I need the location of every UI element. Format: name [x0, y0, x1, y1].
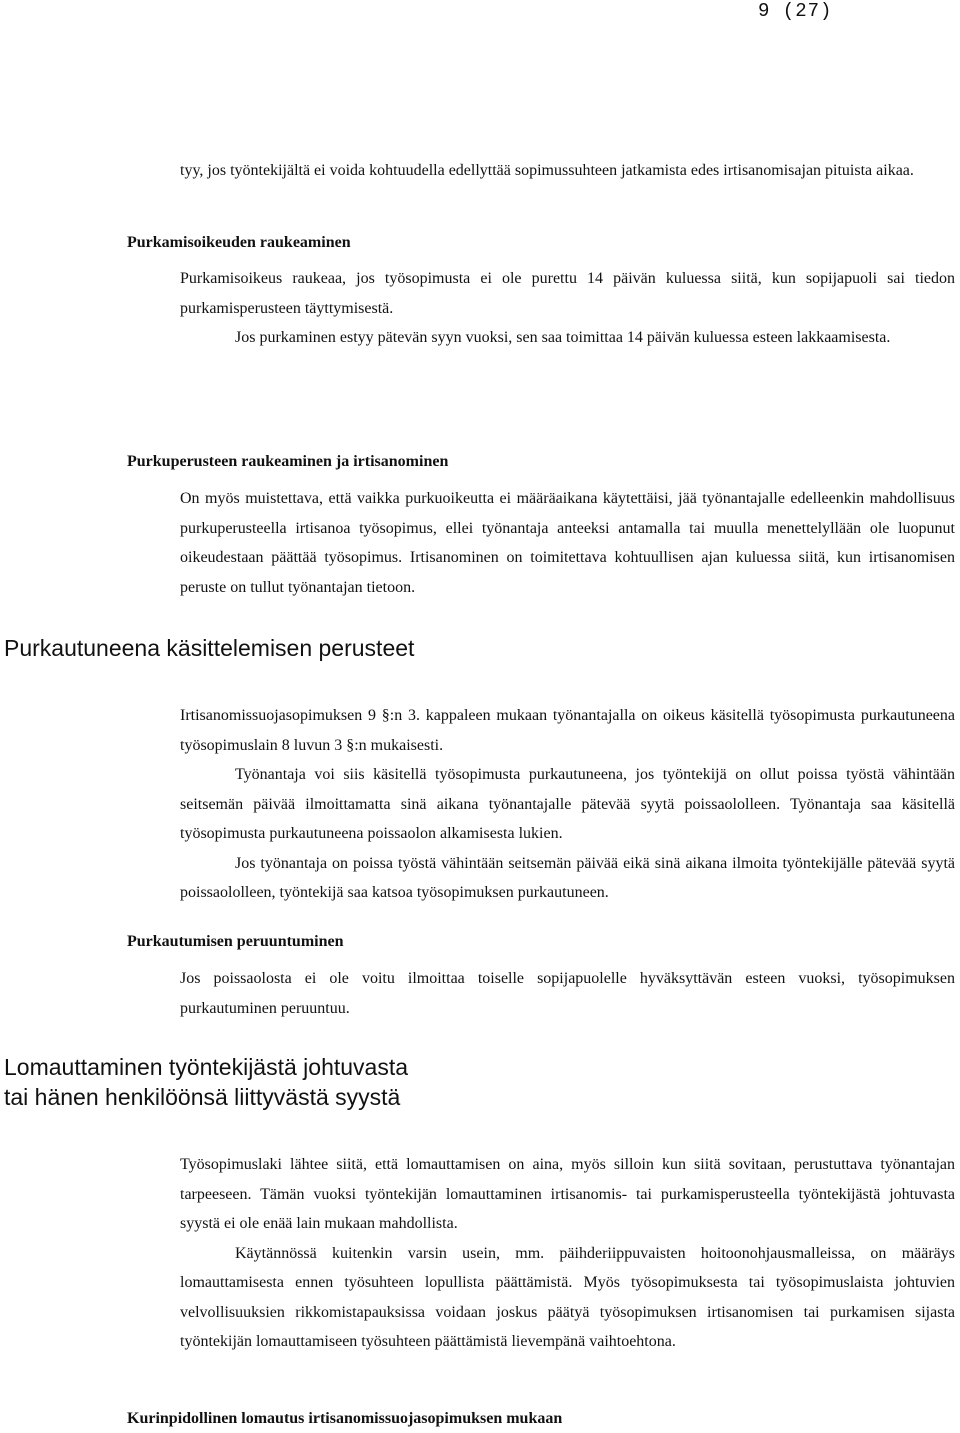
heading-lomauttaminen-line2: tai hänen henkilöönsä liittyvästä syystä — [4, 1084, 401, 1110]
section-purkautuneena-body: Irtisanomissuojasopimuksen 9 §:n 3. kappaleen mukaan työnantajalla on oikeus käsitellä työsopimusta purkautuneena työsopimuslain 8 luvun 3 §:n mukaisesti. Työnantaja voi siis käsitellä työsopimusta purkautuneena, jos työntekijä on ollut poissa työstä vähintään seitsemän päivää ilmoittamatta sinä aikana työnantajalle pätevää syytä poissaololleen. Työnantaja saa käsitellä työsopimusta purkautuneena poissaolon alkamisesta lukien. Jos työnantaja on poissa työstä vähintään seitsemän päivää eikä sinä aikana ilmoita työntekijälle pätevää syytä poissaololleen, työntekijä saa katsoa työsopimuksen purkautuneen. — [180, 707, 955, 901]
page-number: 9 (27) — [758, 0, 833, 22]
heading-purkuperusteen-raukeaminen: Purkuperusteen raukeaminen ja irtisanominen — [127, 453, 449, 470]
section-purkuperuste-body: On myös muistettava, että vaikka purkuoikeutta ei määräaikana käytettäisi, jää työnantajalle edelleenkin mahdollisuus purkuperusteella irtisanoa työsopimus, ellei työnantaja anteeksi antamalla tai muulla menettelyllään ole luopunut oikeudestaan päättää työsopimus. Irtisanominen on toimitettava kohtuullisen ajan kuluessa siitä, kun irtisanomisen peruste on tullut työnantajan tietoon. — [180, 490, 955, 596]
heading-purkautuneena-kasittelemisen-perusteet: Purkautuneena käsittelemisen perusteet — [4, 635, 415, 661]
section-peruuntuminen-body: Jos poissaolosta ei ole voitu ilmoittaa toiselle sopijapuolelle hyväksyttävän esteen vuoksi, työsopimuksen purkautuminen peruuntuu. — [180, 970, 955, 1017]
heading-purkautumisen-peruuntuminen: Purkautumisen peruuntuminen — [127, 933, 344, 950]
heading-lomauttaminen — [4, 1052, 408, 1112]
heading-lomauttaminen-line1: Lomauttaminen työntekijästä johtuvasta — [4, 1054, 409, 1080]
heading-kurinpidollinen-lomautus: Kurinpidollinen lomautus irtisanomissuojasopimuksen mukaan — [127, 1410, 563, 1427]
section-purkamisoikeus-body: Purkamisoikeus raukeaa, jos työsopimusta ei ole purettu 14 päivän kuluessa siitä, kun sopijapuoli sai tiedon purkamisperusteen täyttymisestä. Jos purkaminen estyy pätevän syyn vuoksi, sen saa toimittaa 14 päivän kuluessa esteen lakkaamisesta. — [180, 270, 955, 346]
section-lomauttaminen-body: Työsopimuslaki lähtee siitä, että lomauttamisen on aina, myös silloin kun siitä sovitaan, perustuttava työnantajan tarpeeseen. Tämän vuoksi työntekijän lomauttaminen irtisanomis- tai purkamisperusteella työntekijästä johtuvasta syystä ei ole enää lain mukaan mahdollista. Käytännössä kuitenkin varsin usein, mm. päihderiippuvaisten hoitoonohjausmalleissa, on määräys lomauttamisesta ennen työsuhteen lopullista päättämistä. Myös työsopimuksesta tai työsopimuslaista johtuvien velvollisuuksien rikkomistapauksissa voidaan joskus päätyä työsopimuksen irtisanomisen tai purkamisen sijasta työntekijän lomauttamiseen työsuhteen päättämistä lievempänä vaihtoehtona. — [180, 1156, 955, 1350]
heading-purkamisoikeuden-raukeaminen: Purkamisoikeuden raukeaminen — [127, 234, 351, 251]
continuation-paragraph: tyy, jos työntekijältä ei voida kohtuudella edellyttää sopimussuhteen jatkamista edes irtisanomisajan pituista aikaa. — [180, 162, 914, 179]
